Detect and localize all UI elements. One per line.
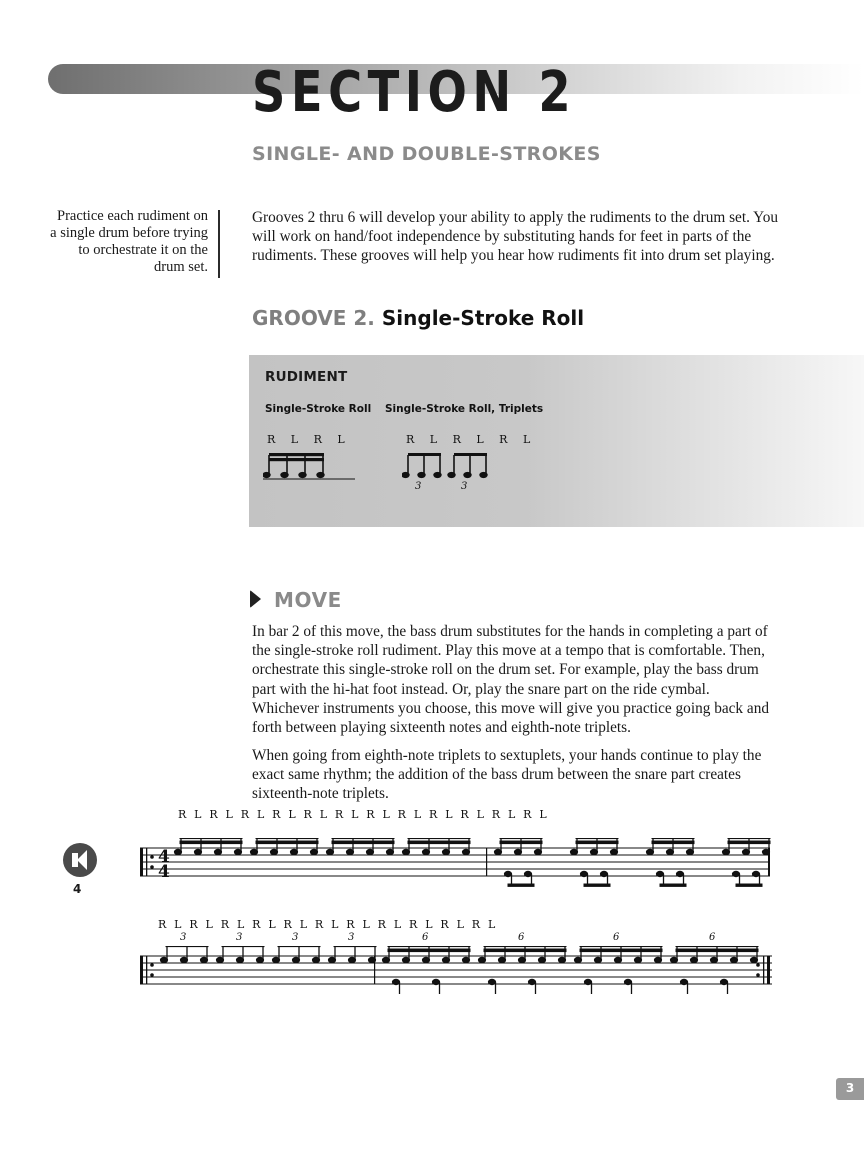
section-subtitle: SINGLE- AND DOUBLE-STROKES (252, 143, 601, 165)
audio-track-number: 4 (73, 882, 82, 896)
system-2-tuplet-b1-1: 3 (180, 932, 187, 943)
groove-heading (252, 306, 584, 330)
sidebar-practice-note: Practice each rudiment on a single drum before trying to orchestrate it on the drum set. (50, 208, 208, 275)
move-paragraph-2: When going from eighth-note triplets to sextuplets, your hands continue to play the exact same rhythm; the addition of the bass drum between the snare part creates sixteenth-note triplets. (252, 747, 762, 803)
page-number-tab (836, 1078, 864, 1100)
svg-text:4: 4 (158, 847, 170, 867)
music-system-1 (140, 838, 772, 890)
groove-name: Single-Stroke Roll (381, 306, 585, 330)
system-2-sticking: R L R L R L R L R L R L R L R L R L R L R L (158, 918, 498, 931)
system-2-tuplet-b2-1: 6 (422, 932, 429, 943)
move-paragraph-1: In bar 2 of this move, the bass drum substitutes for the hands in completing a part of the single-stroke roll rudiment. Play this move at a tempo that is comfortable. Then, orchestrate this single-stroke roll on the drum set. For example, play the bass drum part with the hi-hat foot instead. Or, play the snare part on the ride cymbal. Whichever instruments you choose, this move will give you practice going back and forth between playing sixteenth notes and eighth-note triplets. (252, 623, 769, 737)
page-number: 3 (845, 1081, 855, 1095)
music-system-2 (140, 946, 774, 998)
system-2-tuplet-b1-4: 3 (348, 932, 355, 943)
system-2-tuplet-b1-3: 3 (292, 932, 299, 943)
rudiment-box (249, 355, 864, 527)
system-2-tuplet-b2-3: 6 (613, 932, 620, 943)
rudiment-box-label: RUDIMENT (265, 369, 348, 385)
rudiment-1-sticking: R L R L (267, 433, 351, 446)
system-2-tuplet-b2-2: 6 (518, 932, 525, 943)
sidebar-divider (218, 210, 220, 278)
speaker-icon[interactable] (63, 843, 97, 877)
rudiment-2-notation (402, 449, 522, 483)
system-2-tuplet-b1-2: 3 (236, 932, 243, 943)
section-title: SECTION 2 (252, 60, 577, 125)
rudiment-2-sticking: R L R L R L (406, 433, 537, 446)
system-2-tuplet-b2-4: 6 (709, 932, 716, 943)
system-1-sticking: R L R L R L R L R L R L R L R L R L R L R L R L (178, 808, 549, 821)
rudiment-2-tuplet-2: 3 (461, 481, 468, 492)
rudiment-2-title: Single-Stroke Roll, Triplets (385, 403, 544, 415)
move-arrow-icon (250, 590, 261, 608)
rudiment-1-notation (263, 449, 373, 483)
svg-text:4: 4 (158, 862, 170, 882)
groove-number: GROOVE 2. (252, 306, 375, 330)
rudiment-2-tuplet-1: 3 (415, 481, 422, 492)
move-heading: MOVE (274, 588, 342, 612)
intro-paragraph: Grooves 2 thru 6 will develop your ability to apply the rudiments to the drum set. You will work on hand/foot independence by substituting hands for feet in parts of the rudiments. These grooves will help you hear how rudiments fit into drum set playing. (252, 209, 778, 265)
rudiment-1-title: Single-Stroke Roll (265, 403, 372, 415)
